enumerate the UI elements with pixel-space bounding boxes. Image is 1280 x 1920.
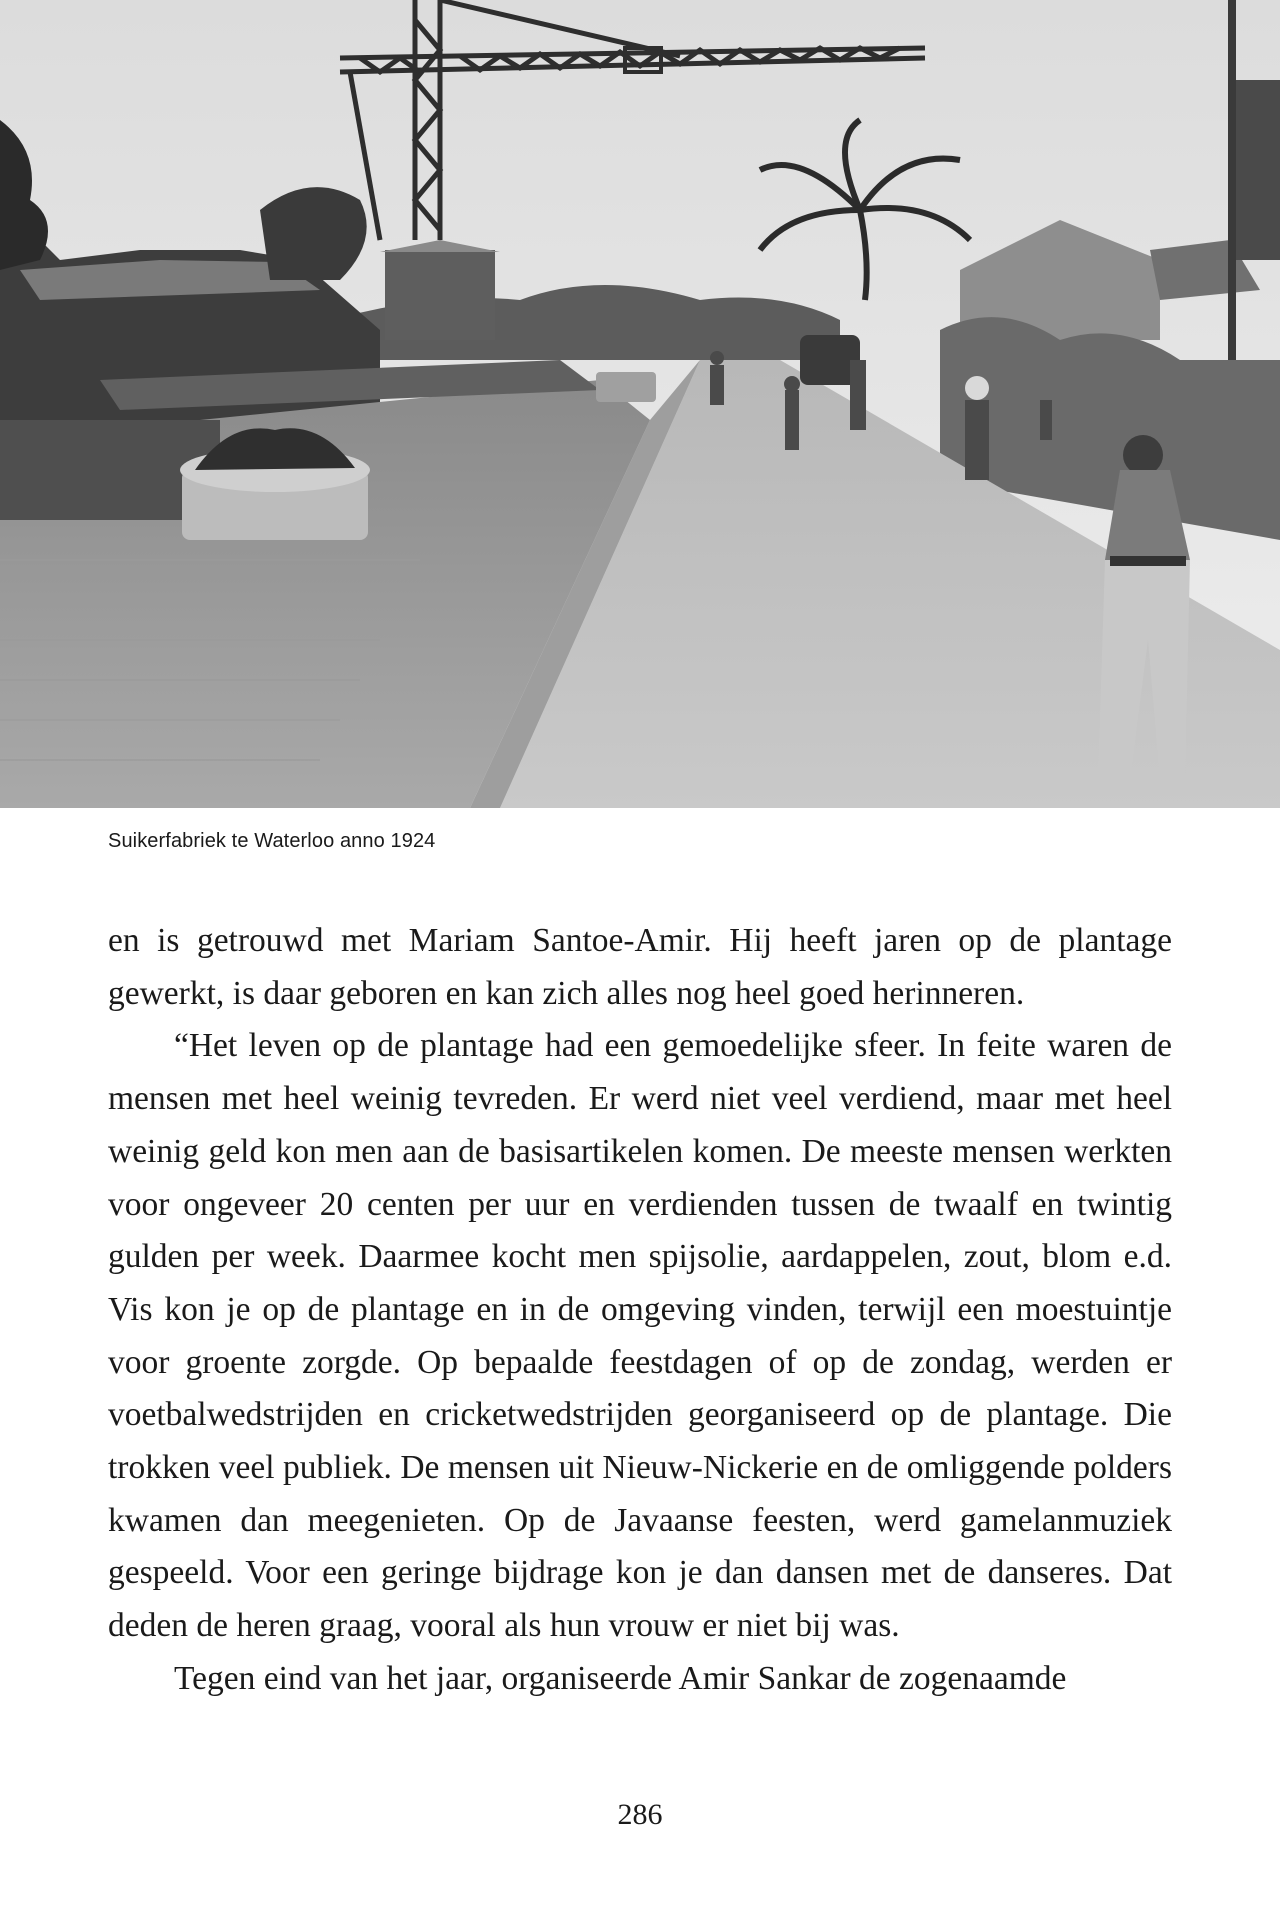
paragraph-3: Tegen eind van het jaar, organiseerde Amir Sankar de zogenaamde bbox=[174, 1659, 1067, 1697]
paragraph-2: “Het leven op de plantage had een gemoedelijke sfeer. In feite waren de mensen met heel weinig tevreden. Er werd niet veel verdiend, maar met heel weinig geld kon men aan de basisartikelen komen. De meeste mensen werkten voor ongeveer 20 centen per uur en verdienden tussen de twaalf en twintig gulden per week. Daarmee kocht men spijsolie, aardappelen, zout, blom e.d. Vis kon je op de plantage en in de omgeving vinden, terwijl een moestuintje voor groente zorgde. Op bepaalde feestdagen of op de zondag, werden er voetbalwedstrijden en cricketwedstrijden georganiseerd op de plantage. Die trokken veel publiek. De mensen uit Nieuw-Nickerie en de omliggende polders kwamen dan meegenieten. Op de Javaanse feesten, werd gamelanmuziek gespeeld. Voor een geringe bijdrage kon je dan dansen met de danseres. Dat deden de heren graag, vooral als hun vrouw er niet bij was. bbox=[108, 1027, 1172, 1645]
paragraph-1: en is getrouwd met Mariam Santoe-Amir. Hij heeft jaren op de plantage gewerkt, is daar geboren en kan zich alles nog heel goed herinneren. bbox=[108, 922, 1172, 1012]
body-text bbox=[108, 915, 1172, 1706]
page-number: 286 bbox=[617, 1798, 663, 1831]
figure-caption: Suikerfabriek te Waterloo anno 1924 bbox=[108, 830, 436, 852]
historic-photo bbox=[0, 0, 1280, 808]
